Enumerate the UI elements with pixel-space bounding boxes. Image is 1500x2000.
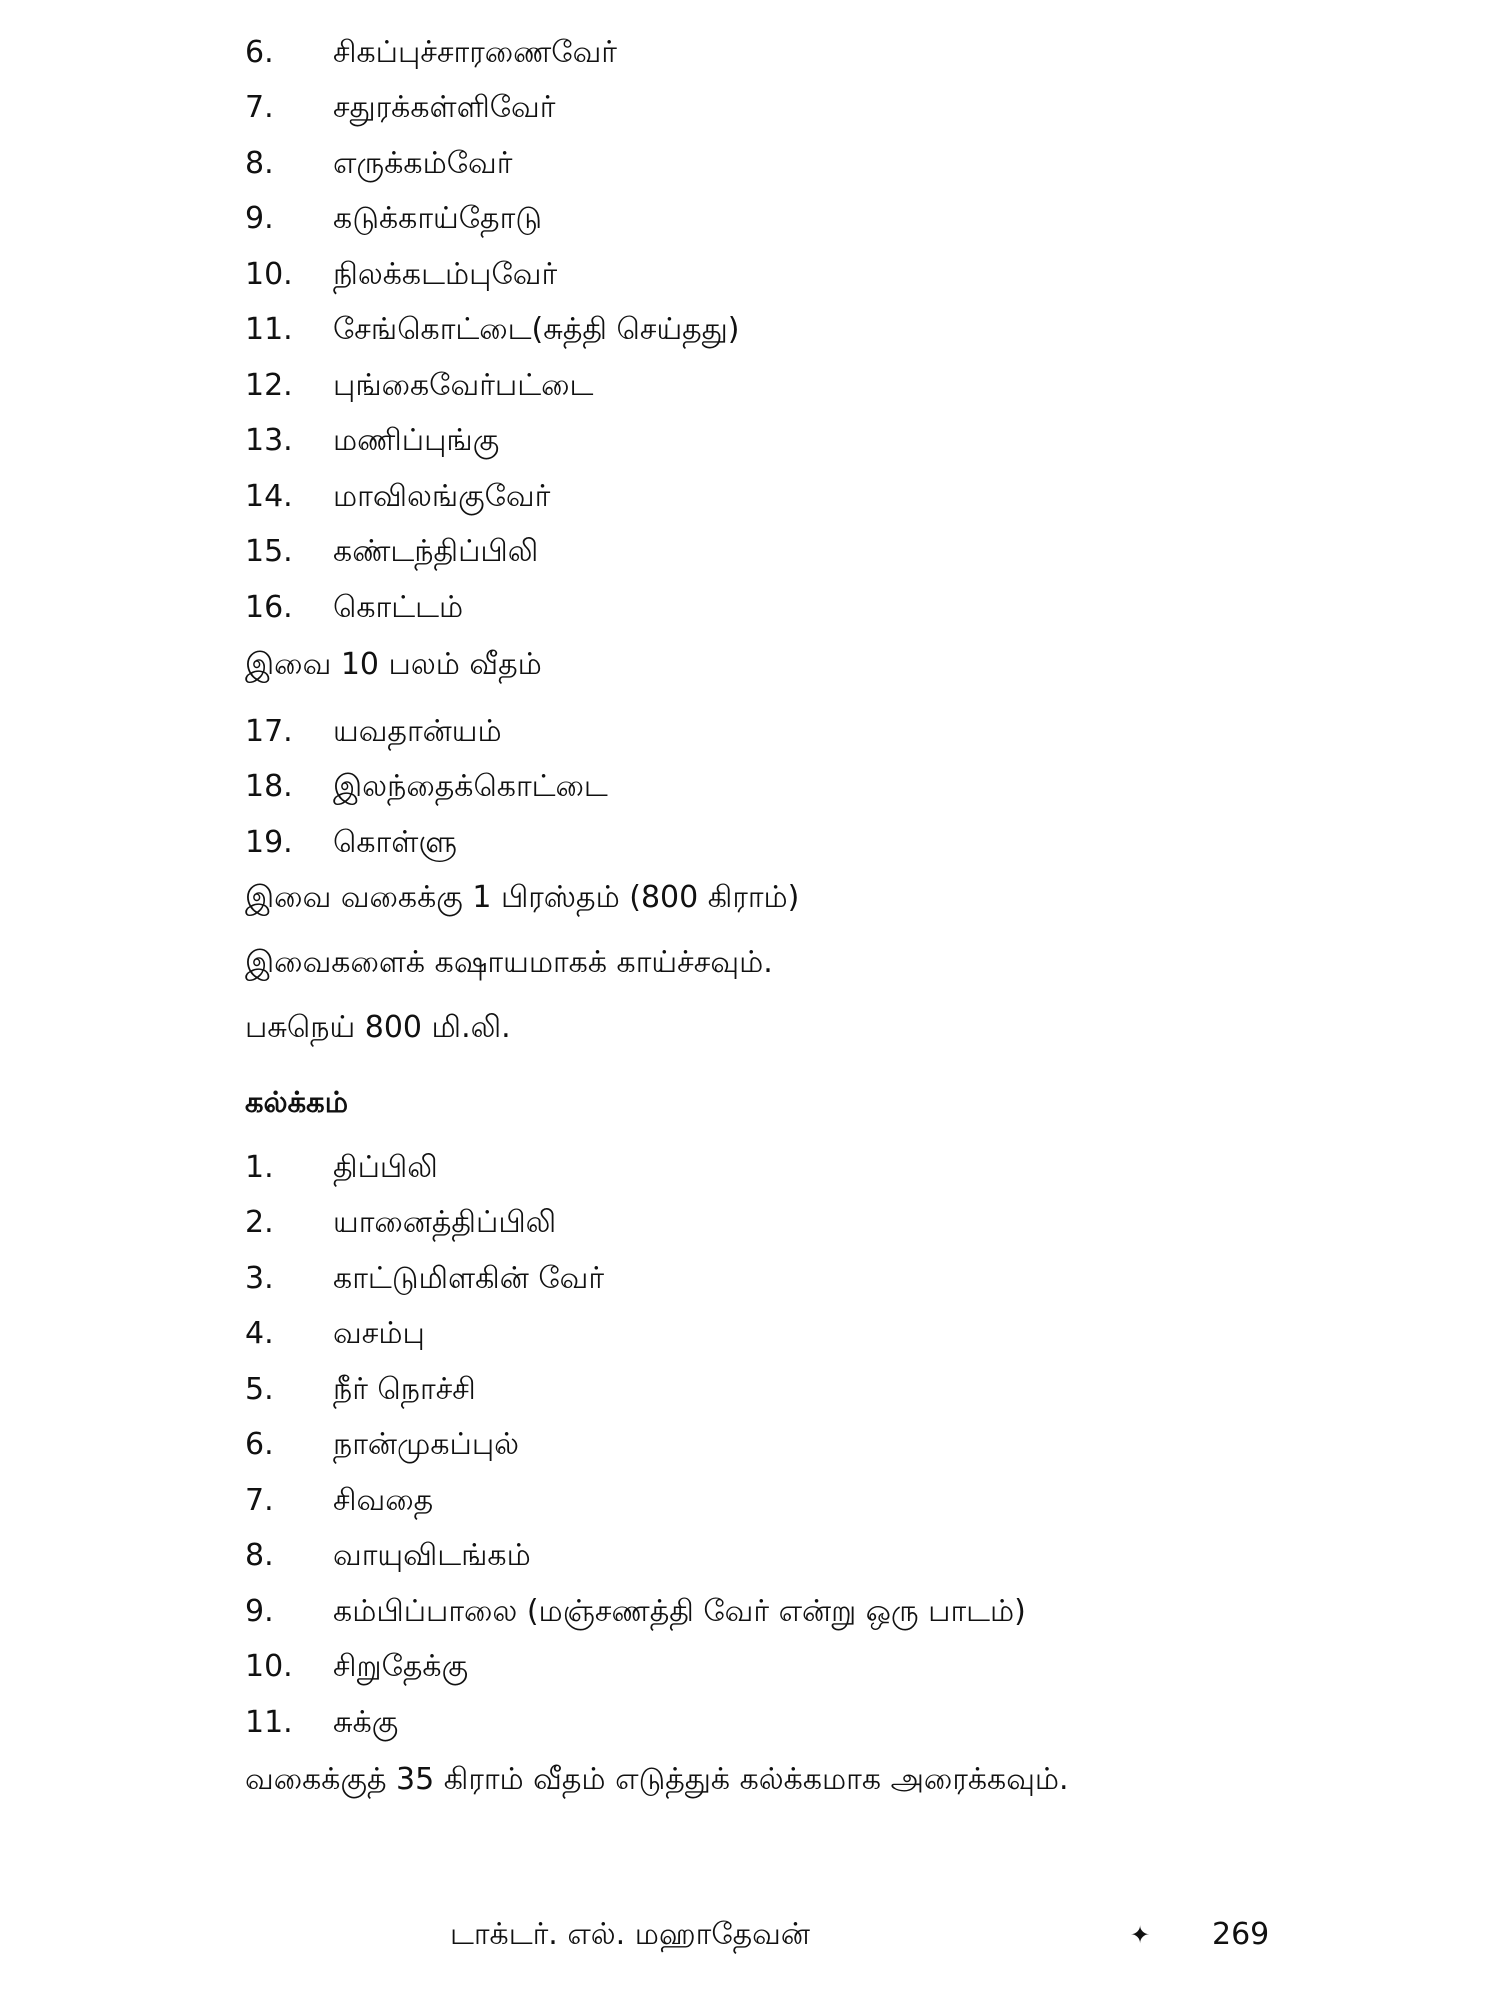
item-text: எருக்கம்வேர் [333, 146, 513, 181]
item-number: 8. [245, 146, 274, 181]
list-item [245, 1698, 398, 1748]
item-text: யானைத்திப்பிலி [333, 1205, 557, 1240]
list-item [245, 472, 550, 522]
footer-author: டாக்டர். எல். மஹாதேவன் [450, 1917, 810, 1952]
item-number: 6. [245, 35, 274, 70]
item-number: 12. [245, 368, 293, 403]
list-item [245, 194, 542, 244]
list-item [245, 1143, 438, 1193]
item-number: 1. [245, 1150, 274, 1185]
quantity-note: இவை 10 பலம் வீதம் [245, 647, 542, 682]
item-number: 7. [245, 90, 274, 125]
list-item [245, 1642, 468, 1692]
item-text: கடுக்காய்தோடு [333, 201, 543, 236]
instruction-note: இவைகளைக் கஷாயமாகக் காய்ச்சவும். [245, 945, 773, 980]
list-item [245, 818, 457, 868]
item-text: கம்பிப்பாலை (மஞ்சணத்தி வேர் என்று ஒரு பாடம்) [333, 1594, 1026, 1629]
item-number: 9. [245, 1594, 274, 1629]
page-number: 269 [1212, 1917, 1270, 1952]
item-number: 16. [245, 590, 293, 625]
list-item [245, 707, 502, 757]
item-text: கொள்ளு [333, 825, 457, 860]
item-number: 8. [245, 1538, 274, 1573]
list-item [245, 583, 463, 633]
list-item [245, 1309, 425, 1359]
item-text: நீர் நொச்சி [333, 1372, 476, 1407]
list-item [245, 250, 557, 300]
list-item [245, 305, 739, 355]
item-text: சதுரக்கள்ளிவேர் [333, 90, 556, 125]
list-item [245, 1587, 1026, 1637]
item-text: மாவிலங்குவேர் [333, 479, 551, 514]
item-number: 13. [245, 423, 293, 458]
item-number: 6. [245, 1427, 274, 1462]
item-text: சிகப்புச்சாரணைவேர் [333, 35, 617, 70]
list-item [245, 762, 608, 812]
preparation-note: வகைக்குத் 35 கிராம் வீதம் எடுத்துக் கல்க்கமாக அரைக்கவும். [245, 1762, 1069, 1797]
item-text: மணிப்புங்கு [333, 423, 500, 458]
item-number: 4. [245, 1316, 274, 1351]
item-text: கொட்டம் [333, 590, 464, 625]
item-number: 17. [245, 714, 293, 749]
list-item [245, 1254, 604, 1304]
list-item [245, 527, 538, 577]
list-item [245, 28, 617, 78]
quantity-note: இவை வகைக்கு 1 பிரஸ்தம் (800 கிராம்) [245, 880, 800, 915]
item-number: 9. [245, 201, 274, 236]
item-text: சுக்கு [333, 1705, 399, 1740]
item-number: 2. [245, 1205, 274, 1240]
item-text: சிவதை [333, 1483, 434, 1518]
item-text: நிலக்கடம்புவேர் [333, 257, 558, 292]
item-text: இலந்தைக்கொட்டை [333, 769, 608, 804]
list-item [245, 1365, 476, 1415]
item-number: 11. [245, 312, 293, 347]
item-number: 14. [245, 479, 293, 514]
item-number: 3. [245, 1261, 274, 1296]
list-item [245, 139, 512, 189]
item-number: 10. [245, 257, 293, 292]
item-number: 5. [245, 1372, 274, 1407]
list-item [245, 1198, 556, 1248]
item-number: 7. [245, 1483, 274, 1518]
item-number: 11. [245, 1705, 293, 1740]
list-item [245, 361, 593, 411]
separator-icon: ✦ [1130, 1921, 1151, 1949]
ghee-note: பசுநெய் 800 மி.லி. [245, 1010, 511, 1045]
item-number: 19. [245, 825, 293, 860]
item-text: நான்முகப்புல் [333, 1427, 520, 1462]
list-item [245, 416, 499, 466]
list-item [245, 83, 555, 133]
item-number: 10. [245, 1649, 293, 1684]
section-heading: கல்க்கம் [245, 1085, 349, 1119]
list-item [245, 1476, 433, 1526]
item-text: புங்கைவேர்பட்டை [333, 368, 594, 403]
item-text: சிறுதேக்கு [333, 1649, 469, 1684]
list-item [245, 1420, 519, 1470]
item-text: காட்டுமிளகின் வேர் [333, 1261, 605, 1296]
item-text: யவதான்யம் [333, 714, 502, 749]
item-text: கண்டந்திப்பிலி [333, 534, 539, 569]
item-text: திப்பிலி [333, 1150, 438, 1185]
item-text: சேங்கொட்டை(சுத்தி செய்தது) [333, 312, 740, 347]
item-number: 18. [245, 769, 293, 804]
item-text: வாயுவிடங்கம் [333, 1538, 531, 1573]
item-text: வசம்பு [333, 1316, 425, 1351]
list-item [245, 1531, 531, 1581]
item-number: 15. [245, 534, 293, 569]
